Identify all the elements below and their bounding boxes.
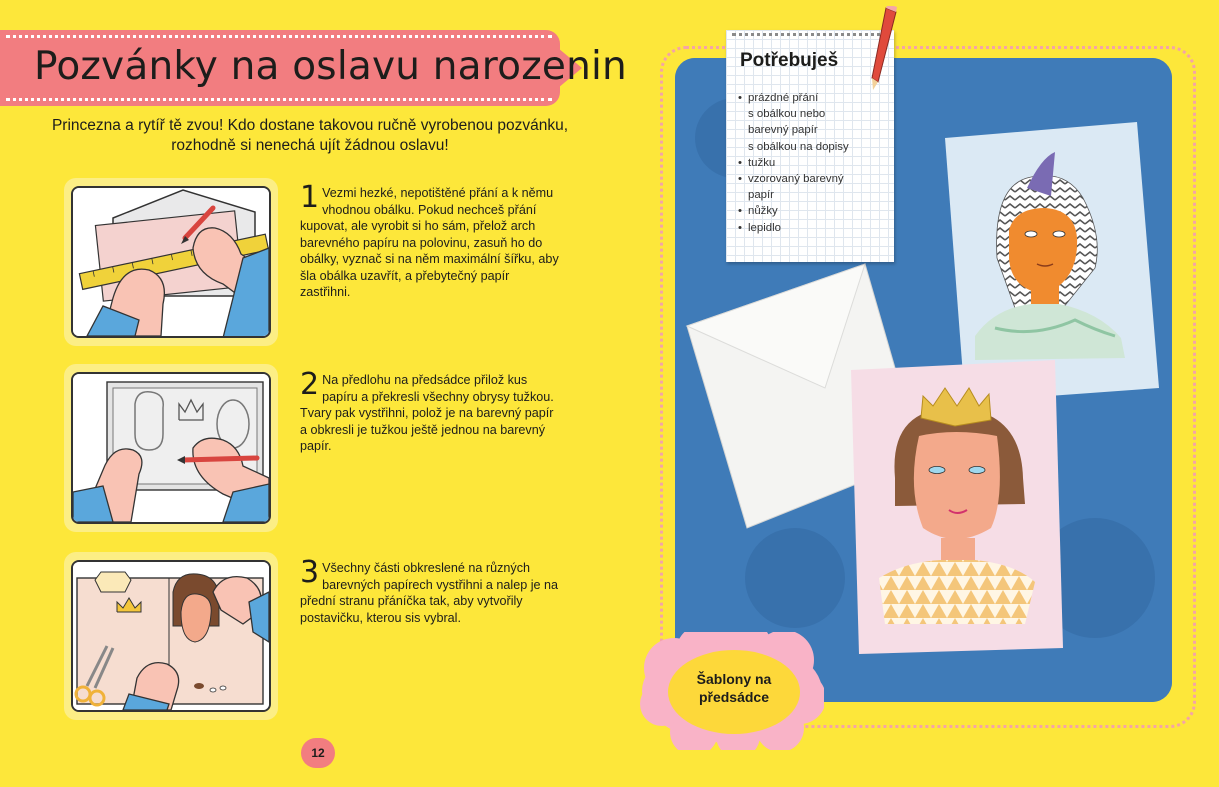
needs-item: s obálkou na dopisy — [748, 140, 849, 153]
step-3-text: 3 Všechny části obkreslené na různých barevných papírech vystřihni a nalep je na přední stranu přáníčka tak, aby vytvořily postavičku, kterou sis vybral. — [300, 555, 559, 625]
ruler-drawing-illustration — [73, 188, 269, 336]
needs-item: s obálkou nebo — [748, 108, 826, 121]
needs-item: • nůžky — [738, 203, 849, 219]
step-1-text: 1 Vezmi hezké, nepotištěné přání a k němu vhodnou obálku. Pokud nechceš přání kupovat, ale vyrobit si ho sám, přelož arch barevného papíru na polovinu, zasuň ho do obálky, vyznač si na něm maximální šířku, aby šla obálka uzavřít, a přebytečný papír zastřihni. — [300, 180, 559, 299]
step-3-illustration — [64, 552, 278, 720]
tracing-illustration — [73, 374, 269, 522]
step-1-number: 1 — [300, 180, 320, 215]
needs-item: • tužku — [738, 155, 849, 171]
needs-title: Potřebuješ — [740, 50, 839, 71]
pencil-icon — [866, 6, 900, 90]
templates-badge-label: Šablony na předsádce — [696, 671, 772, 705]
gluing-illustration — [73, 562, 269, 710]
needs-item: barevný papír — [748, 124, 818, 137]
needs-item: • vzorovaný barevný — [738, 171, 849, 187]
intro-text: Princezna a rytíř tě zvou! Kdo dostane takovou ručně vyrobenou pozvánku, rozhodně si nenechá ujít žádnou oslavu! — [51, 117, 569, 154]
step-2-text: 2 Na předlohu na předsádce přilož kus papíru a překresli všechny obrysy tužkou. Tvary pak vystřihni, polož je na barevný papír a obkresli je tužkou ještě jednou na barevný papír. — [300, 367, 554, 453]
needs-list — [738, 90, 849, 236]
needs-item: • prázdné přání — [738, 90, 849, 106]
step-1-illustration — [64, 178, 278, 346]
notebook-rings — [732, 33, 888, 44]
page-title: Pozvánky na oslavu narozenin — [34, 44, 627, 89]
needs-item: papír — [748, 189, 774, 202]
needs-item: • lepidlo — [738, 220, 849, 236]
step-3-number: 3 — [300, 555, 320, 590]
step-2-number: 2 — [300, 367, 320, 402]
step-2-illustration — [64, 364, 278, 532]
page-number: 12 — [301, 738, 335, 768]
